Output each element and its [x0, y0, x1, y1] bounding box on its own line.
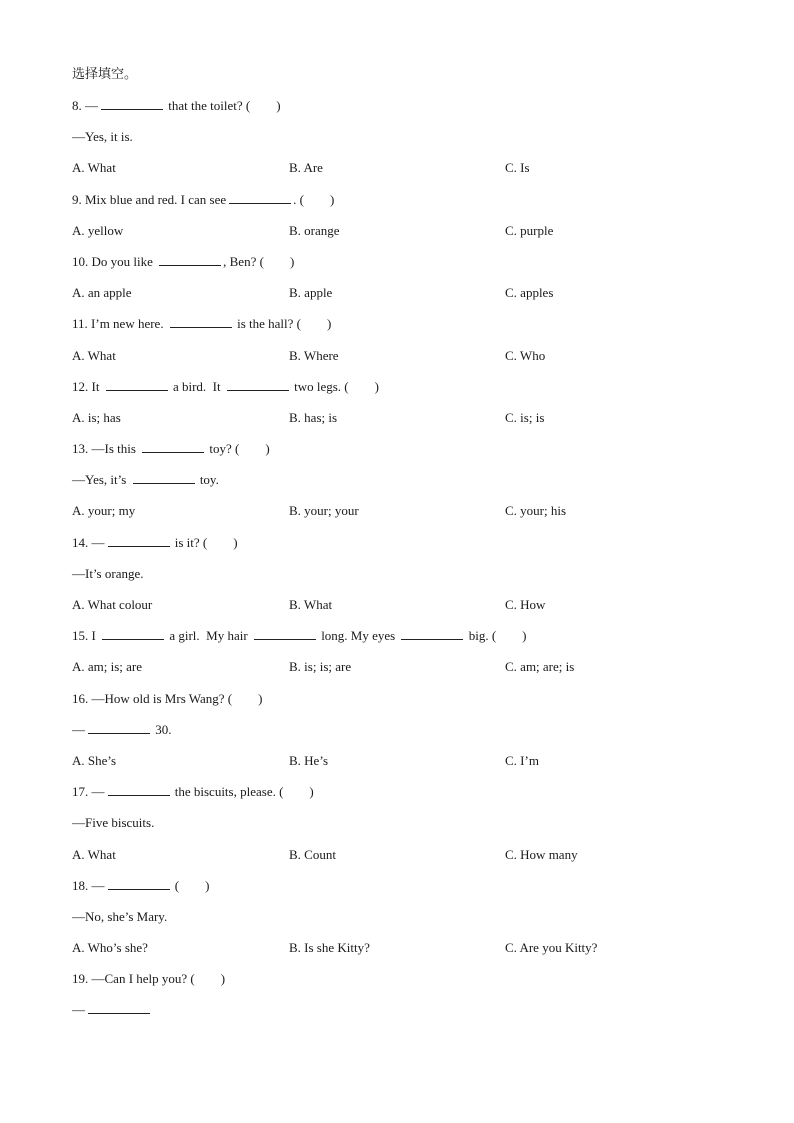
answer-blank[interactable] — [229, 189, 291, 204]
worksheet-page — [72, 64, 752, 1031]
option-a[interactable]: A. What — [72, 846, 116, 862]
option-b[interactable]: B. orange — [289, 222, 340, 238]
question-stem: big. ( — [468, 628, 497, 644]
section-title: 选择填空。 — [72, 67, 138, 82]
question-stem: I — [91, 628, 96, 644]
paren-close: ) — [329, 191, 335, 207]
option-c[interactable]: C. your; his — [505, 503, 567, 519]
question-stem: —How old is Mrs Wang? ( — [91, 690, 233, 706]
question-stem: — — [91, 877, 105, 893]
question-reply: —No, she’s Mary. — [72, 908, 168, 924]
option-b[interactable]: B. Are — [289, 160, 323, 176]
question-9 — [72, 189, 752, 220]
option-a[interactable]: A. What — [72, 160, 116, 176]
question-18 — [72, 875, 752, 906]
question-stem: —Can I help you? ( — [91, 971, 195, 987]
option-a[interactable]: A. What colour — [72, 597, 153, 612]
options-row — [72, 407, 752, 438]
option-b[interactable]: B. has; is — [289, 409, 338, 425]
reply-text: —Yes, it’s — [72, 472, 127, 488]
option-c[interactable]: C. Are you Kitty? — [505, 940, 598, 956]
question-stem: . ( — [293, 191, 304, 207]
options-row — [72, 500, 752, 531]
question-reply — [72, 469, 752, 500]
options-row — [72, 844, 752, 875]
question-reply: —Yes, it is. — [72, 129, 133, 145]
paren-close: ) — [276, 98, 281, 113]
answer-blank[interactable] — [108, 532, 170, 547]
question-17 — [72, 781, 752, 812]
reply-text: 30. — [155, 721, 172, 737]
option-c[interactable]: C. am; are; is — [505, 659, 575, 675]
paren-close: ) — [205, 877, 210, 893]
question-stem: a bird. It — [172, 378, 221, 394]
question-number: 18. — [72, 877, 89, 893]
answer-blank[interactable] — [159, 251, 221, 266]
question-reply: —It’s orange. — [72, 565, 144, 581]
option-c[interactable]: C. Is — [505, 160, 530, 176]
question-number: 13. — [72, 441, 89, 457]
option-a[interactable]: A. yellow — [72, 222, 124, 238]
question-16 — [72, 688, 752, 719]
reply-text: toy. — [199, 472, 219, 488]
option-c[interactable]: C. How many — [505, 846, 578, 862]
question-12 — [72, 376, 752, 407]
question-number: 19. — [72, 971, 89, 987]
question-stem: Mix blue and red. I can see — [85, 191, 227, 207]
question-stem: , Ben? ( — [223, 253, 264, 269]
question-stem: I’m new here. — [91, 316, 164, 332]
question-stem: is the hall? ( — [237, 316, 301, 332]
question-stem: —Is this — [91, 441, 136, 457]
answer-blank[interactable] — [106, 376, 168, 391]
option-c[interactable]: C. is; is — [505, 409, 545, 425]
paren-close: ) — [258, 690, 263, 706]
question-number: 10. — [72, 253, 89, 269]
option-a[interactable]: A. your; my — [72, 503, 136, 519]
answer-blank[interactable] — [108, 875, 170, 890]
question-15 — [72, 625, 752, 656]
options-row — [72, 656, 752, 687]
options-row — [72, 345, 752, 376]
reply-text: — — [72, 1002, 85, 1018]
question-13 — [72, 438, 752, 469]
options-row — [72, 937, 752, 968]
question-reply — [72, 999, 752, 1030]
question-number: 12. — [72, 378, 89, 394]
option-a[interactable]: A. She’s — [72, 752, 117, 768]
question-19 — [72, 968, 752, 999]
question-stem: two legs. ( — [294, 378, 349, 394]
option-c[interactable]: C. How — [505, 597, 546, 612]
option-b[interactable]: B. is; is; are — [289, 659, 352, 675]
paren-close: ) — [220, 971, 226, 987]
question-11 — [72, 313, 752, 344]
question-stem: — — [91, 784, 105, 800]
question-10 — [72, 251, 752, 282]
answer-blank[interactable] — [401, 625, 463, 640]
answer-blank[interactable] — [133, 469, 195, 484]
options-row — [72, 282, 752, 313]
option-a[interactable]: A. What — [72, 347, 116, 363]
option-c[interactable]: C. purple — [505, 222, 554, 238]
option-b[interactable]: B. apple — [289, 285, 333, 301]
answer-blank[interactable] — [170, 313, 232, 328]
question-stem: Do you like — [91, 253, 153, 269]
options-row — [72, 220, 752, 251]
question-stem: — — [91, 534, 105, 550]
question-stem: It — [91, 378, 100, 394]
question-stem: ( — [174, 877, 180, 893]
question-14 — [72, 532, 752, 563]
answer-blank[interactable] — [108, 781, 170, 796]
option-c[interactable]: C. I’m — [505, 752, 539, 768]
question-stem: that the toilet? ( — [168, 98, 251, 113]
answer-blank[interactable] — [227, 376, 289, 391]
question-stem: the biscuits, please. ( — [174, 784, 284, 800]
question-stem: toy? ( — [209, 441, 240, 457]
option-a[interactable]: A. is; has — [72, 409, 121, 425]
paren-close: ) — [289, 253, 295, 269]
question-number: 16. — [72, 690, 89, 706]
question-stem: — — [85, 98, 98, 113]
options-row — [72, 594, 752, 625]
options-row — [72, 750, 752, 781]
option-b[interactable]: B. your; your — [289, 503, 359, 519]
question-stem: long. My eyes — [321, 628, 396, 644]
paren-close: ) — [522, 628, 527, 644]
answer-blank[interactable] — [101, 95, 163, 110]
option-b[interactable]: B. Is she Kitty? — [289, 940, 370, 956]
paren-close: ) — [309, 784, 314, 800]
question-number: 9. — [72, 191, 82, 207]
options-row — [72, 157, 752, 188]
answer-blank[interactable] — [254, 625, 316, 640]
question-stem: is it? ( — [174, 534, 208, 550]
question-number: 15. — [72, 628, 89, 644]
answer-blank[interactable] — [88, 999, 150, 1014]
question-number: 11. — [72, 316, 88, 332]
paren-close: ) — [265, 441, 270, 457]
question-stem: a girl. My hair — [169, 628, 248, 644]
reply-text: — — [72, 721, 85, 737]
option-a[interactable]: A. Who’s she? — [72, 940, 148, 956]
question-number: 8. — [72, 98, 82, 113]
option-c[interactable]: C. apples — [505, 285, 554, 301]
answer-blank[interactable] — [102, 625, 164, 640]
option-b[interactable]: B. Count — [289, 846, 336, 862]
question-reply — [72, 719, 752, 750]
answer-blank[interactable] — [88, 719, 150, 734]
option-c[interactable]: C. Who — [505, 347, 546, 363]
option-b[interactable]: B. Where — [289, 347, 339, 363]
question-reply: —Five biscuits. — [72, 815, 155, 831]
paren-close: ) — [327, 316, 332, 332]
option-a[interactable]: A. an apple — [72, 285, 132, 301]
paren-close: ) — [233, 534, 238, 550]
option-b[interactable]: B. What — [289, 597, 333, 612]
question-8 — [72, 95, 752, 126]
option-a[interactable]: A. am; is; are — [72, 659, 143, 675]
question-number: 17. — [72, 784, 89, 800]
option-b[interactable]: B. He’s — [289, 752, 328, 768]
question-number: 14. — [72, 534, 89, 550]
answer-blank[interactable] — [142, 438, 204, 453]
paren-close: ) — [374, 378, 379, 394]
